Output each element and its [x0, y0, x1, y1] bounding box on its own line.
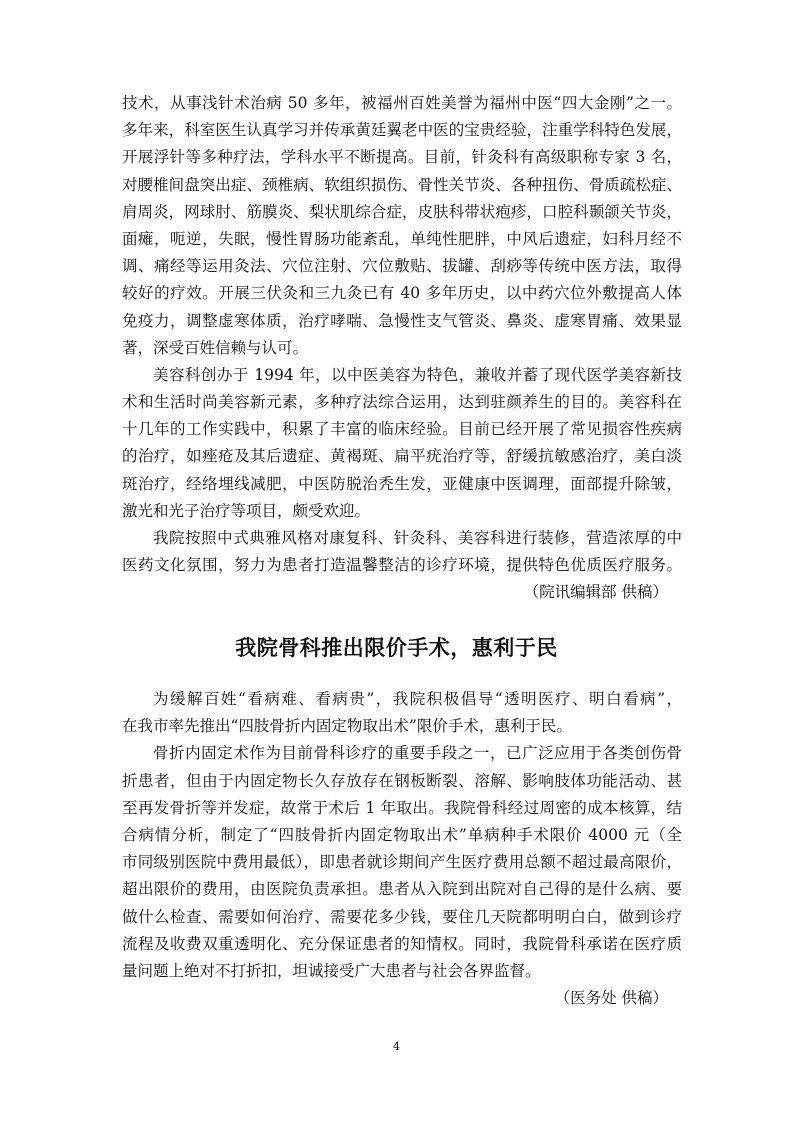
paragraph — [122, 740, 682, 985]
article-credit: （医务处 供稿） — [554, 989, 668, 1008]
text-line: 至再发骨折等并发症，故常于术后 1 年取出。我院骨科经过周密的成本核算，结 — [122, 798, 682, 817]
paragraph — [122, 90, 682, 362]
text-line: 多年来，科室医生认真学习并传承黄廷翼老中医的宝贵经验，注重学科特色发展， — [122, 121, 682, 140]
article-headline: 我院骨科推出限价手术，惠利于民 — [235, 636, 558, 660]
text-line: 量问题上绝对不打折扣，坦诚接受广大患者与社会各界监督。 — [122, 961, 541, 980]
text-line: 美容科创办于 1994 年，以中医美容为特色，兼收并蓄了现代医学美容新技 — [153, 365, 682, 384]
text-line: 合病情分析，制定了“四肢骨折内固定物取出术”单病种手术限价 4000 元（全 — [122, 825, 682, 844]
text-line: 肩周炎，网球肘、筋膜炎、梨状肌综合症，皮肤科带状疱疹，口腔科颞颌关节炎， — [122, 202, 682, 221]
page-number: 4 — [393, 1040, 400, 1053]
text-line: 流程及收费双重透明化、充分保证患者的知情权。同时，我院骨科承诺在医疗质 — [122, 934, 682, 953]
paragraph — [122, 686, 682, 740]
article-credit: （院讯编辑部 供稿） — [523, 583, 668, 602]
article-body — [122, 686, 682, 1012]
text-line: 术和生活时尚美容新元素，多种疗法综合运用，达到驻颜养生的目的。美容科在 — [122, 393, 682, 412]
text-line: 激光和光子治疗等项目，颇受欢迎。 — [122, 501, 371, 520]
text-line: 我院按照中式典雅风格对康复科、针灸科、美容科进行装修，营造浓厚的中 — [153, 529, 682, 547]
text-line: 技术，从事浅针术治病 50 多年，被福州百姓美誉为福州中医“四大金刚”之一。 — [122, 94, 682, 112]
text-line: 做什么检查、需要如何治疗、需要花多少钱，要住几天院都明明白白，做到诊疗 — [122, 907, 682, 926]
text-line: 斑治疗，经络埋线减肥，中医防脱治秃生发，亚健康中医调理，面部提升除皱， — [122, 474, 682, 493]
text-line: 的治疗，如痤疮及其后遗症、黄褐斑、扁平疣治疗等，舒缓抗敏感治疗，美白淡 — [122, 447, 682, 466]
text-line: 骨折内固定术作为目前骨科诊疗的重要手段之一，已广泛应用于各类创伤骨 — [153, 744, 682, 763]
text-line: 折患者，但由于内固定物长久存放存在钢板断裂、溶解、影响肢体功能活动、甚 — [122, 771, 682, 790]
text-line: 面瘫，呃逆，失眠，慢性胃肠功能紊乱，单纯性肥胖，中风后遗症，妇科月经不 — [122, 229, 682, 248]
text-line: 著，深受百姓信赖与认可。 — [122, 338, 309, 357]
text-line: 在我市率先推出“四肢骨折内固定物取出术”限价手术，惠利于民。 — [122, 717, 572, 736]
text-line: 免疫力，调整虚寒体质，治疗哮喘、急慢性支气管炎、鼻炎、虚寒胃痛、效果显 — [122, 311, 682, 330]
text-line: 医药文化氛围，努力为患者打造温馨整洁的诊疗环境，提供特色优质医疗服务。 — [122, 556, 682, 575]
article-continuation — [122, 90, 682, 607]
text-line: 较好的疗效。开展三伏灸和三九灸已有 40 多年历史，以中药穴位外敷提高人体 — [122, 284, 682, 303]
text-line: 超出限价的费用，由医院负责承担。患者从入院到出院对自己得的是什么病、要 — [122, 880, 682, 899]
text-line: 开展浮针等多种疗法，学科水平不断提高。目前，针灸科有高级职称专家 3 名， — [122, 148, 682, 167]
text-line: 市同级别医院中费用最低），即患者就诊期间产生医疗费用总额不超过最高限价， — [122, 853, 682, 872]
text-line: 对腰椎间盘突出症、颈椎病、软组织损伤、骨性关节炎、各种扭伤、骨质疏松症、 — [122, 175, 682, 194]
paragraph — [122, 525, 682, 579]
text-line: 十几年的工作实践中，积累了丰富的临床经验。目前已经开展了常见损容性疾病 — [122, 420, 682, 439]
text-line: 为缓解百姓“看病难、看病贵”，我院积极倡导“透明医疗、明白看病”， — [153, 690, 682, 708]
paragraph — [122, 362, 682, 525]
text-line: 调、痛经等运用灸法、穴位注射、穴位敷贴、拔罐、刮痧等传统中医方法，取得 — [122, 257, 682, 276]
